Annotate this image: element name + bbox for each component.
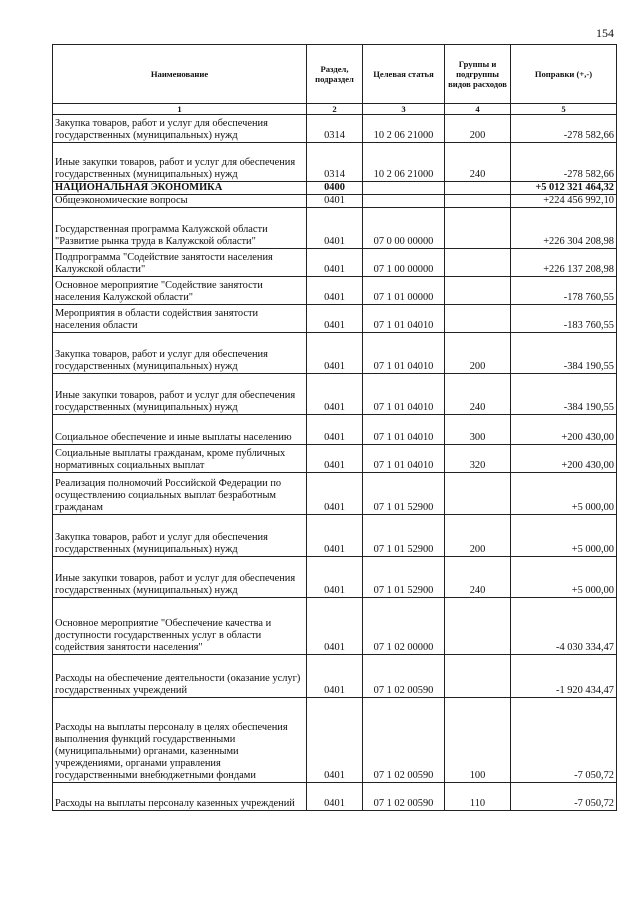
column-number-row xyxy=(53,104,617,115)
colnum-3: 3 xyxy=(363,104,445,115)
row-group: 200 xyxy=(445,115,511,143)
row-target: 07 1 01 04010 xyxy=(363,333,445,374)
row-amount: -384 190,55 xyxy=(511,333,617,374)
row-section: 0401 xyxy=(307,698,363,783)
row-target: 07 1 01 52900 xyxy=(363,473,445,515)
row-group: 240 xyxy=(445,557,511,598)
row-name: Социальные выплаты гражданам, кроме публичных нормативных социальных выплат xyxy=(53,445,307,473)
row-name: Закупка товаров, работ и услуг для обеспечения государственных (муниципальных) нужд xyxy=(53,115,307,143)
row-section: 0401 xyxy=(307,374,363,415)
row-amount: -1 920 434,47 xyxy=(511,655,617,698)
row-section: 0401 xyxy=(307,598,363,655)
row-group: 320 xyxy=(445,445,511,473)
row-amount: +5 012 321 464,32 xyxy=(511,182,617,195)
row-target xyxy=(363,195,445,208)
table-row xyxy=(53,698,617,783)
row-target: 07 1 02 00590 xyxy=(363,783,445,811)
row-target: 07 1 01 04010 xyxy=(363,445,445,473)
page-number: 154 xyxy=(596,26,614,40)
table-row xyxy=(53,115,617,143)
row-group xyxy=(445,249,511,277)
table-row xyxy=(53,415,617,445)
row-target: 07 1 00 00000 xyxy=(363,249,445,277)
table-row xyxy=(53,182,617,195)
row-group xyxy=(445,655,511,698)
row-group xyxy=(445,598,511,655)
row-group xyxy=(445,182,511,195)
table-row xyxy=(53,333,617,374)
table-row xyxy=(53,598,617,655)
row-section: 0401 xyxy=(307,515,363,557)
table-row xyxy=(53,195,617,208)
row-target xyxy=(363,182,445,195)
table-row xyxy=(53,783,617,811)
row-section: 0401 xyxy=(307,473,363,515)
row-section: 0401 xyxy=(307,415,363,445)
table-row xyxy=(53,208,617,249)
colnum-4: 4 xyxy=(445,104,511,115)
table-row xyxy=(53,277,617,305)
row-group: 200 xyxy=(445,333,511,374)
header-name: Наименование xyxy=(53,45,307,104)
row-name: Расходы на выплаты персоналу казенных учреждений xyxy=(53,783,307,811)
row-target: 07 1 01 04010 xyxy=(363,374,445,415)
header-amend: Поправки (+,-) xyxy=(511,45,617,104)
row-group xyxy=(445,473,511,515)
row-name: Мероприятия в области содействия занятости населения области xyxy=(53,305,307,333)
row-section: 0401 xyxy=(307,208,363,249)
row-section: 0401 xyxy=(307,249,363,277)
row-section: 0401 xyxy=(307,655,363,698)
row-amount: +200 430,00 xyxy=(511,415,617,445)
row-group xyxy=(445,208,511,249)
row-name: Расходы на обеспечение деятельности (оказание услуг) государственных учреждений xyxy=(53,655,307,698)
row-section: 0401 xyxy=(307,195,363,208)
table-row xyxy=(53,305,617,333)
row-group xyxy=(445,305,511,333)
row-section: 0401 xyxy=(307,277,363,305)
table-body xyxy=(53,115,617,811)
row-target: 10 2 06 21000 xyxy=(363,143,445,182)
row-section: 0401 xyxy=(307,305,363,333)
header-groups: Группы и подгруппы видов расходов xyxy=(445,45,511,104)
row-target: 07 1 02 00590 xyxy=(363,698,445,783)
row-name: Закупка товаров, работ и услуг для обеспечения государственных (муниципальных) нужд xyxy=(53,515,307,557)
row-name: Социальное обеспечение и иные выплаты населению xyxy=(53,415,307,445)
row-group: 110 xyxy=(445,783,511,811)
row-amount: +5 000,00 xyxy=(511,473,617,515)
colnum-1: 1 xyxy=(53,104,307,115)
row-amount: +200 430,00 xyxy=(511,445,617,473)
row-section: 0314 xyxy=(307,115,363,143)
row-name: Общеэкономические вопросы xyxy=(53,195,307,208)
row-amount: +224 456 992,10 xyxy=(511,195,617,208)
row-name: Основное мероприятие "Обеспечение качества и доступности государственных услуг в области содействия занятости населения" xyxy=(53,598,307,655)
row-amount: -4 030 334,47 xyxy=(511,598,617,655)
row-name: Закупка товаров, работ и услуг для обеспечения государственных (муниципальных) нужд xyxy=(53,333,307,374)
row-target: 07 1 01 04010 xyxy=(363,415,445,445)
row-group xyxy=(445,195,511,208)
row-group: 200 xyxy=(445,515,511,557)
table-row xyxy=(53,655,617,698)
row-amount: -183 760,55 xyxy=(511,305,617,333)
row-name: Иные закупки товаров, работ и услуг для обеспечения государственных (муниципальных) нужд xyxy=(53,374,307,415)
row-amount: -7 050,72 xyxy=(511,783,617,811)
row-target: 07 1 01 04010 xyxy=(363,305,445,333)
row-amount: -278 582,66 xyxy=(511,115,617,143)
row-amount: +5 000,00 xyxy=(511,515,617,557)
header-target: Целевая статья xyxy=(363,45,445,104)
table-row xyxy=(53,473,617,515)
table-row xyxy=(53,515,617,557)
row-target: 07 1 02 00590 xyxy=(363,655,445,698)
row-group xyxy=(445,277,511,305)
colnum-5: 5 xyxy=(511,104,617,115)
row-name: НАЦИОНАЛЬНАЯ ЭКОНОМИКА xyxy=(53,182,307,195)
row-section: 0314 xyxy=(307,143,363,182)
table-row xyxy=(53,249,617,277)
row-target: 07 1 01 52900 xyxy=(363,515,445,557)
row-target: 07 1 02 00000 xyxy=(363,598,445,655)
header-section: Раздел, подраздел xyxy=(307,45,363,104)
row-name: Подпрограмма "Содействие занятости населения Калужской области" xyxy=(53,249,307,277)
row-section: 0401 xyxy=(307,445,363,473)
row-section: 0400 xyxy=(307,182,363,195)
row-target: 07 0 00 00000 xyxy=(363,208,445,249)
budget-table xyxy=(52,44,617,811)
row-target: 10 2 06 21000 xyxy=(363,115,445,143)
row-amount: +5 000,00 xyxy=(511,557,617,598)
colnum-2: 2 xyxy=(307,104,363,115)
row-group: 300 xyxy=(445,415,511,445)
table-row xyxy=(53,143,617,182)
row-name: Основное мероприятие "Содействие занятости населения Калужской области" xyxy=(53,277,307,305)
row-name: Иные закупки товаров, работ и услуг для обеспечения государственных (муниципальных) нужд xyxy=(53,557,307,598)
row-section: 0401 xyxy=(307,557,363,598)
row-target: 07 1 01 52900 xyxy=(363,557,445,598)
row-amount: -384 190,55 xyxy=(511,374,617,415)
table-header-row xyxy=(53,45,617,104)
row-group: 240 xyxy=(445,374,511,415)
row-group: 240 xyxy=(445,143,511,182)
row-amount: -178 760,55 xyxy=(511,277,617,305)
row-name: Реализация полномочий Российской Федерации по осуществлению социальных выплат безработным гражданам xyxy=(53,473,307,515)
table-row xyxy=(53,445,617,473)
table-row xyxy=(53,557,617,598)
row-name: Государственная программа Калужской области "Развитие рынка труда в Калужской области" xyxy=(53,208,307,249)
row-name: Расходы на выплаты персоналу в целях обеспечения выполнения функций государственными (муниципальными) органами, казенными учреждениями, органами управления государственными внебюджетными фондами xyxy=(53,698,307,783)
row-section: 0401 xyxy=(307,783,363,811)
row-amount: -278 582,66 xyxy=(511,143,617,182)
row-group: 100 xyxy=(445,698,511,783)
row-target: 07 1 01 00000 xyxy=(363,277,445,305)
table-row xyxy=(53,374,617,415)
row-amount: +226 304 208,98 xyxy=(511,208,617,249)
row-amount: -7 050,72 xyxy=(511,698,617,783)
row-section: 0401 xyxy=(307,333,363,374)
row-name: Иные закупки товаров, работ и услуг для обеспечения государственных (муниципальных) нужд xyxy=(53,143,307,182)
row-amount: +226 137 208,98 xyxy=(511,249,617,277)
